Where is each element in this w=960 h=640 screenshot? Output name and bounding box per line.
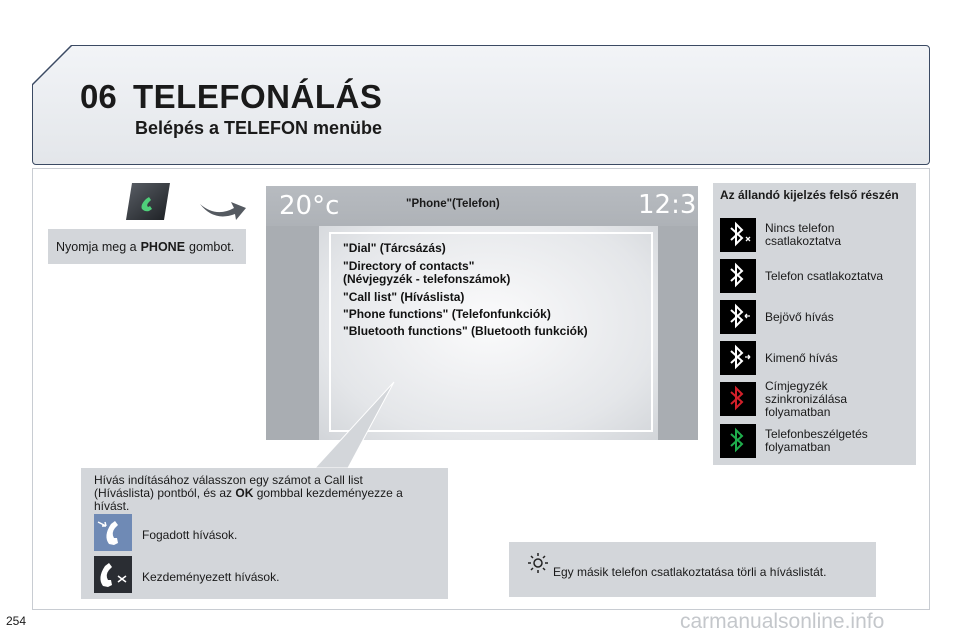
indicator-panel-title: Az állandó kijelzés felső részén	[720, 188, 899, 202]
screen-title: "Phone"(Telefon)	[406, 198, 500, 210]
indicator-label	[765, 222, 841, 248]
page-subtitle: Belépés a TELEFON menübe	[135, 118, 383, 138]
received-calls-label: Fogadott hívások.	[142, 528, 238, 542]
indicator-label-line: Telefonbeszélgetés	[765, 427, 868, 441]
watermark: carmanualsonline.info	[680, 610, 885, 633]
bluetooth-outgoing-icon	[720, 341, 756, 375]
indicator-label-line: Kimenő hívás	[765, 350, 838, 365]
bluetooth-incoming-icon	[720, 300, 756, 334]
call-text-line1: Hívás indításához válasszon egy számot a Call list	[94, 473, 363, 487]
dialed-call-icon	[94, 556, 132, 593]
call-text-line2: (Híváslista) pontból, és az	[94, 486, 233, 500]
display-screen	[266, 186, 713, 440]
menu-item-dial[interactable]: "Dial" (Tárcsázás)	[343, 241, 446, 255]
indicator-label-line: Telefon csatlakoztatva	[765, 268, 884, 283]
arrow-right-icon	[198, 196, 248, 222]
indicator-label-line: folyamatban	[765, 404, 831, 419]
call-text-line2-end: gombbal kezdeményezze a	[256, 486, 403, 500]
menu-item-directory[interactable]: "Directory of contacts"	[343, 259, 475, 273]
indicator-label	[765, 380, 847, 419]
page-title: TELEFONÁLÁS	[133, 78, 383, 115]
screen-side-right	[658, 226, 698, 440]
bluetooth-x-icon	[720, 218, 756, 252]
temperature-readout: 20°c	[279, 191, 340, 221]
indicator-label	[765, 311, 834, 324]
menu-item-directory-sub[interactable]: (Névjegyzék - telefonszámok)	[343, 272, 511, 286]
menu-item-phone-functions[interactable]: "Phone functions" (Telefonfunkciók)	[343, 307, 551, 321]
indicator-label	[765, 352, 838, 365]
press-phone-instruction	[48, 229, 246, 264]
indicator-label-line: folyamatban	[765, 440, 831, 454]
screen-side-left	[266, 226, 319, 440]
lightbulb-icon	[527, 552, 549, 574]
indicator-label-line: Bejövő hívás	[765, 309, 834, 324]
indicator-label	[765, 428, 868, 454]
bluetooth-icon	[720, 259, 756, 293]
chapter-number: 06	[80, 78, 117, 115]
instruction-key: PHONE	[140, 239, 186, 254]
phone-menu	[319, 226, 658, 440]
call-text-line3: hívást.	[94, 499, 130, 513]
call-text-key: OK	[235, 486, 254, 500]
phone-button-icon	[124, 181, 172, 222]
indicator-label-line: csatlakoztatva	[765, 234, 842, 248]
received-call-icon	[94, 514, 132, 551]
indicator-label-line: szinkronizálása	[765, 391, 848, 406]
indicator-label	[765, 270, 883, 283]
note-text: Egy másik telefon csatlakoztatása törli a híváslistát.	[553, 565, 827, 579]
instruction-text: Nyomja meg a	[56, 239, 137, 254]
bluetooth-red-icon	[720, 382, 756, 416]
indicator-label-line: Címjegyzék	[765, 378, 828, 393]
page-number: 254	[6, 614, 27, 628]
instruction-text-end: gombot.	[189, 239, 235, 254]
clock-readout: 12:30	[638, 190, 713, 220]
dialed-calls-label: Kezdeményezett hívások.	[142, 570, 280, 584]
menu-item-bluetooth-functions[interactable]: "Bluetooth functions" (Bluetooth funkciók)	[343, 324, 588, 338]
call-list-instruction	[94, 474, 439, 513]
indicator-label-line: Nincs telefon	[765, 221, 835, 235]
bluetooth-green-icon	[720, 424, 756, 458]
menu-item-call-list[interactable]: "Call list" (Híváslista)	[343, 290, 465, 304]
